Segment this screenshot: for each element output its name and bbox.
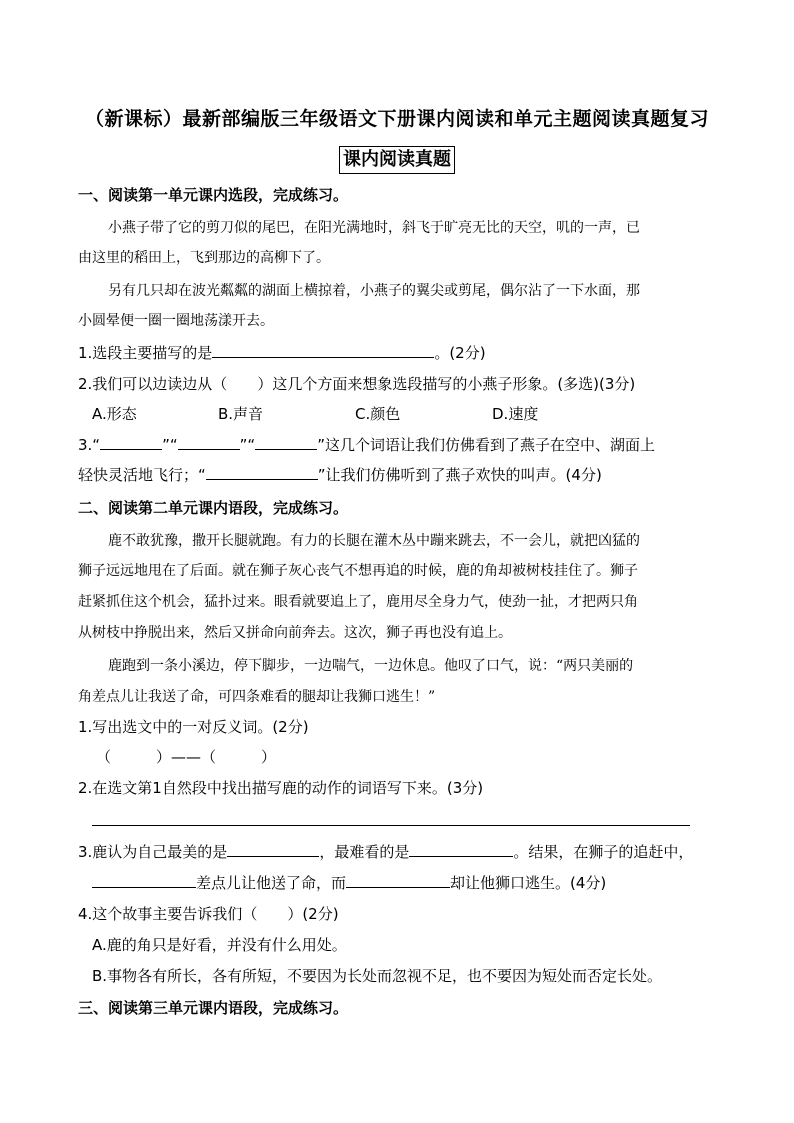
s2-question-2: 2.在选文第1自然段中找出描写鹿的动作的词语写下来。(3分) <box>78 779 484 797</box>
s2-passage-line: 赶紧抓住这个机会，猛扑过来。眼看就要追上了，鹿用尽全身力气，使劲一扯，才把两只角 <box>78 594 638 610</box>
page-title: （新课标）最新部编版三年级语文下册课内阅读和单元主题阅读真题复习 <box>84 108 709 130</box>
question-text: ，最难看的是 <box>319 843 410 861</box>
section-3-header: 三、阅读第三单元课内语段，完成练习。 <box>78 999 349 1017</box>
option-c[interactable]: C.颜色 <box>355 405 401 423</box>
s2-passage-line: 鹿跑到一条小溪边，停下脚步，一边喘气，一边休息。他叹了口气，说：“两只美丽的 <box>108 658 634 674</box>
subtitle-wrap <box>0 146 794 174</box>
answer-blank[interactable] <box>212 343 434 358</box>
s1-question-1 <box>78 342 486 364</box>
answer-line[interactable] <box>92 825 690 826</box>
s1-passage-line: 另有几只却在波光粼粼的湖面上横掠着，小燕子的翼尖或剪尾，偶尔沾了一下水面，那 <box>108 283 640 299</box>
question-text: 3.“ <box>78 436 101 454</box>
answer-blank[interactable] <box>255 435 317 450</box>
answer-blank[interactable] <box>100 435 162 450</box>
question-text: 3.鹿认为自己最美的是 <box>78 843 228 861</box>
answer-blank[interactable] <box>346 873 450 888</box>
question-text: ”这几个词语让我们仿佛看到了燕子在空中、湖面上 <box>317 436 655 454</box>
option-a[interactable]: A.形态 <box>92 405 137 423</box>
section-2-header: 二、阅读第二单元课内语段，完成练习。 <box>78 499 349 517</box>
section-1-header: 一、阅读第一单元课内选段，完成练习。 <box>78 186 349 204</box>
question-text: 。(2分) <box>434 344 486 362</box>
answer-blank[interactable] <box>92 873 196 888</box>
s2-option-b[interactable]: B.事物各有所长，各有所短，不要因为长处而忽视不足，也不要因为短处而否定长处。 <box>92 967 663 985</box>
antonym-answer-slots[interactable]: （ ）——（ ） <box>96 748 277 766</box>
question-text: 却让他狮口逃生。(4分) <box>450 874 607 892</box>
question-text: 差点儿让他送了命，而 <box>196 874 347 892</box>
question-text: 。结果，在狮子的追赶中， <box>513 843 694 861</box>
answer-blank[interactable] <box>178 435 240 450</box>
question-text: 1.选段主要描写的是 <box>78 344 213 362</box>
answer-blank[interactable] <box>409 842 513 857</box>
s2-question-3-cont <box>92 872 606 894</box>
s1-question-3 <box>78 434 655 456</box>
question-text: ”让我们仿佛听到了燕子欢快的叫声。(4分) <box>317 466 602 484</box>
s1-passage-line: 小圆晕便一圈一圈地荡漾开去。 <box>78 313 274 329</box>
answer-blank[interactable] <box>227 842 319 857</box>
s2-passage-line: 狮子远远地甩在了后面。就在狮子灰心丧气不想再追的时候，鹿的角却被树枝挂住了。狮子 <box>78 563 638 579</box>
s2-question-3 <box>78 841 693 863</box>
s2-passage-line: 鹿不敢犹豫，撒开长腿就跑。有力的长腿在灌木丛中蹦来跳去，不一会儿，就把凶猛的 <box>108 533 640 549</box>
s2-question-1: 1.写出选文中的一对反义词。(2分) <box>78 718 309 736</box>
option-b[interactable]: B.声音 <box>218 405 264 423</box>
s2-passage-line: 角差点儿让我送了命，可四条难看的腿却让我狮口逃生！” <box>78 689 436 705</box>
s2-option-a[interactable]: A.鹿的角只是好看，并没有什么用处。 <box>92 936 347 954</box>
s1-question-3-cont <box>78 464 602 486</box>
question-text: 轻快灵活地飞行；“ <box>78 466 206 484</box>
question-text: ”“ <box>162 436 178 454</box>
s1-passage-line: 由这里的稻田上，飞到那边的高柳下了。 <box>78 250 330 266</box>
question-text: ”“ <box>239 436 256 454</box>
s2-question-4: 4.这个故事主要告诉我们（ ）(2分) <box>78 905 339 923</box>
s1-question-2: 2.我们可以边读边从（ ）这几个方面来想象选段描写的小燕子形象。(多选)(3分) <box>78 375 636 393</box>
s1-passage-line: 小燕子带了它的剪刀似的尾巴，在阳光满地时，斜飞于旷亮无比的天空，叽的一声，已 <box>108 220 640 236</box>
option-d[interactable]: D.速度 <box>492 405 539 423</box>
section-subtitle: 课内阅读真题 <box>339 146 455 174</box>
answer-blank[interactable] <box>206 465 318 480</box>
s2-passage-line: 从树枝中挣脱出来，然后又拼命向前奔去。这次，狮子再也没有追上。 <box>78 625 512 641</box>
